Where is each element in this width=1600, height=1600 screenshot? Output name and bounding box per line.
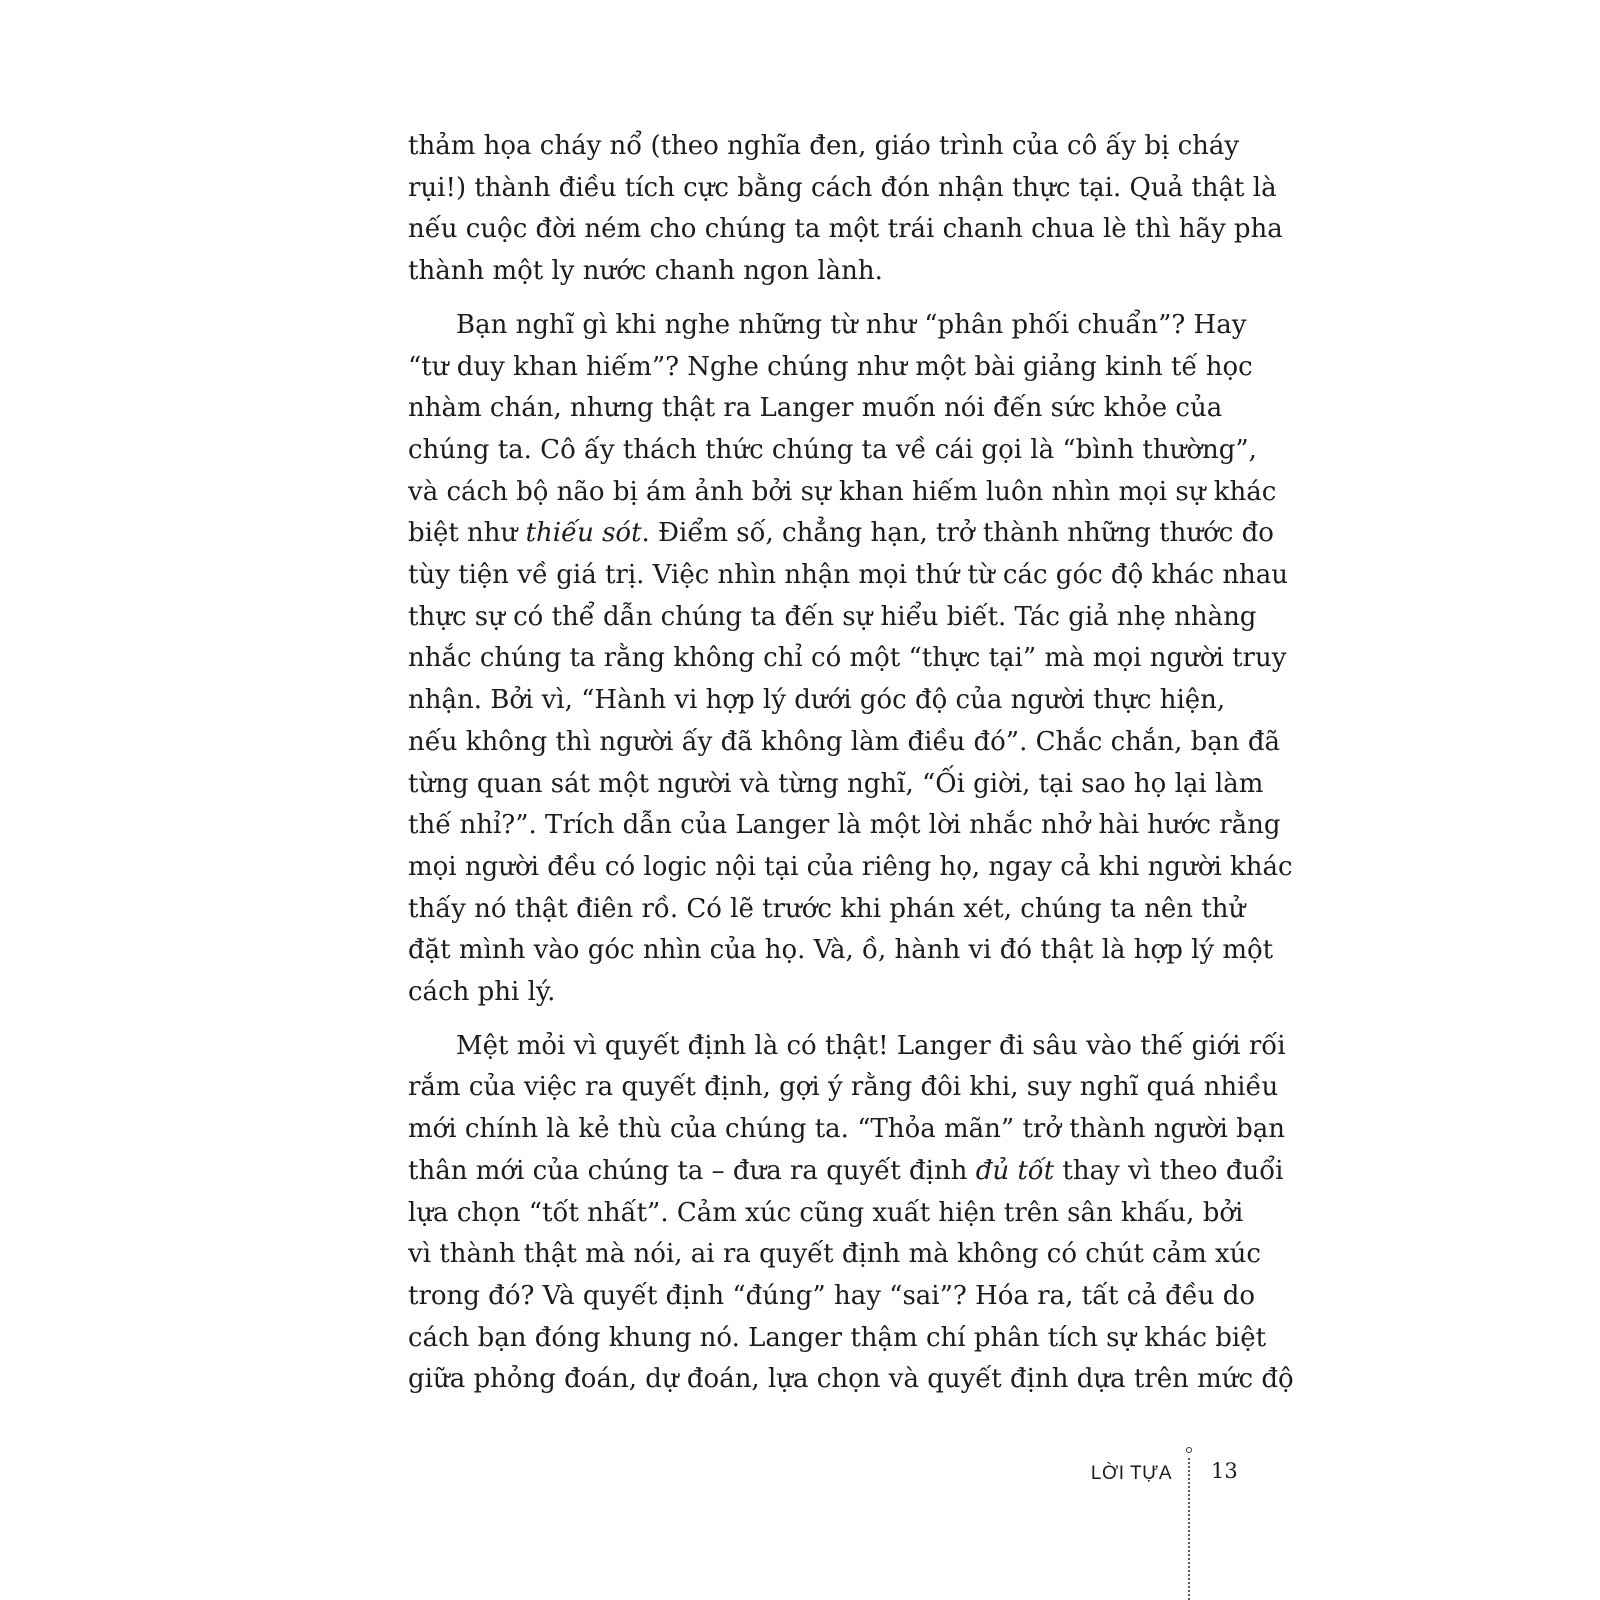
text-line [408, 597, 1257, 639]
text-line [408, 805, 1281, 847]
text-line [408, 126, 1240, 168]
italic-emphasis: thiếu sót [525, 518, 642, 549]
text-line [408, 1067, 1279, 1109]
text-line [408, 1359, 1294, 1401]
text-line [408, 680, 1226, 722]
text-run: thấy nó thật điên rồ. Có lẽ trước khi phán xét, chúng ta nên thử [408, 893, 1246, 924]
text-run: biệt như [408, 518, 526, 549]
text-run: giữa phỏng đoán, dự đoán, lựa chọn và quyết định dựa trên mức độ [408, 1364, 1294, 1395]
text-run: rụi!) thành điều tích cực bằng cách đón nhận thực tại. Quả thật là [408, 172, 1277, 203]
paragraph [408, 126, 1283, 293]
body-text [408, 126, 1294, 1401]
running-footer-section-title: LỜI TỰA [1090, 1463, 1172, 1484]
text-line [408, 1276, 1256, 1318]
text-line [408, 555, 1289, 597]
text-run: “tư duy khan hiếm”? Nghe chúng như một bài giảng kinh tế học [408, 351, 1253, 382]
text-run: nếu không thì người ấy đã không làm điều đó”. Chắc chắn, bạn đã [408, 726, 1280, 757]
text-run: đặt mình vào góc nhìn của họ. Và, ồ, hành vi đó thật là hợp lý một [408, 935, 1274, 966]
text-line [408, 764, 1264, 806]
text-run: lựa chọn “tốt nhất”. Cảm xúc cũng xuất hiện trên sân khấu, bởi [408, 1197, 1244, 1228]
text-run: rắm của việc ra quyết định, gợi ý rằng đôi khi, suy nghĩ quá nhiều [408, 1072, 1279, 1103]
text-run: thân mới của chúng ta – đưa ra quyết định [408, 1155, 976, 1186]
text-line [408, 251, 1192, 293]
text-line [408, 388, 1223, 430]
text-run: trong đó? Và quyết định “đúng” hay “sai”? Hóa ra, tất cả đều do [408, 1280, 1256, 1311]
text-run: chúng ta. Cô ấy thách thức chúng ta về cái gọi là “bình thường”, [408, 434, 1257, 465]
text-run: Bạn nghĩ gì khi nghe những từ như “phân phối chuẩn”? Hay [456, 309, 1247, 340]
text-run: tùy tiện về giá trị. Việc nhìn nhận mọi thứ từ các góc độ khác nhau [408, 560, 1289, 591]
footer-dotted-rule [1188, 1458, 1190, 1600]
text-line [408, 1234, 1261, 1276]
footer-dot-ornament [1186, 1447, 1192, 1453]
paragraph [408, 305, 1293, 1014]
text-line [408, 430, 1257, 472]
text-run: thảm họa cháy nổ (theo nghĩa đen, giáo trình của cô ấy bị cháy [408, 131, 1240, 161]
text-line [408, 472, 1277, 514]
text-run: cách phi lý. [408, 977, 556, 1008]
text-line [408, 347, 1253, 389]
text-run: và cách bộ não bị ám ảnh bởi sự khan hiếm luôn nhìn mọi sự khác [408, 476, 1277, 507]
text-line [408, 722, 1280, 764]
text-line [408, 1193, 1244, 1235]
italic-emphasis: đủ tốt [975, 1155, 1055, 1186]
text-line [408, 1109, 1285, 1151]
text-line [408, 1026, 1286, 1068]
text-run: cách bạn đóng khung nó. Langer thậm chí phân tích sự khác biệt [408, 1322, 1267, 1353]
text-run: . Điểm số, chẳng hạn, trở thành những thước đo [641, 518, 1274, 549]
text-line [408, 305, 1247, 347]
text-line [408, 1318, 1267, 1360]
text-run: thay vì theo đuổi [1054, 1155, 1284, 1186]
text-line [408, 638, 1287, 680]
text-run: thế nhỉ?”. Trích dẫn của Langer là một lời nhắc nhở hài hước rằng [408, 810, 1281, 841]
text-line [408, 972, 1192, 1014]
text-line [408, 1151, 1284, 1193]
text-run: nhàm chán, nhưng thật ra Langer muốn nói đến sức khỏe của [408, 393, 1223, 424]
text-run: mọi người đều có logic nội tại của riêng họ, ngay cả khi người khác [408, 851, 1293, 882]
paragraph [408, 1026, 1294, 1401]
text-run: vì thành thật mà nói, ai ra quyết định mà không có chút cảm xúc [408, 1239, 1261, 1270]
text-line [408, 889, 1246, 931]
text-line [408, 209, 1283, 251]
text-run: nhận. Bởi vì, “Hành vi hợp lý dưới góc độ của người thực hiện, [408, 685, 1226, 716]
text-run: từng quan sát một người và từng nghĩ, “Ối giời, tại sao họ lại làm [408, 768, 1264, 799]
text-line [408, 930, 1274, 972]
text-run: Mệt mỏi vì quyết định là có thật! Langer đi sâu vào thế giới rối [456, 1030, 1286, 1061]
text-line [408, 168, 1277, 210]
text-run: nếu cuộc đời ném cho chúng ta một trái chanh chua lè thì hãy pha [408, 214, 1283, 245]
text-run: nhắc chúng ta rằng không chỉ có một “thực tại” mà mọi người truy [408, 643, 1287, 674]
text-run: mới chính là kẻ thù của chúng ta. “Thỏa mãn” trở thành người bạn [408, 1114, 1285, 1145]
text-line [408, 513, 1274, 555]
text-line [408, 847, 1293, 889]
text-run: thành một ly nước chanh ngon lành. [408, 256, 883, 287]
text-run: thực sự có thể dẫn chúng ta đến sự hiểu biết. Tác giả nhẹ nhàng [408, 601, 1257, 632]
page-number: 13 [1211, 1459, 1238, 1483]
